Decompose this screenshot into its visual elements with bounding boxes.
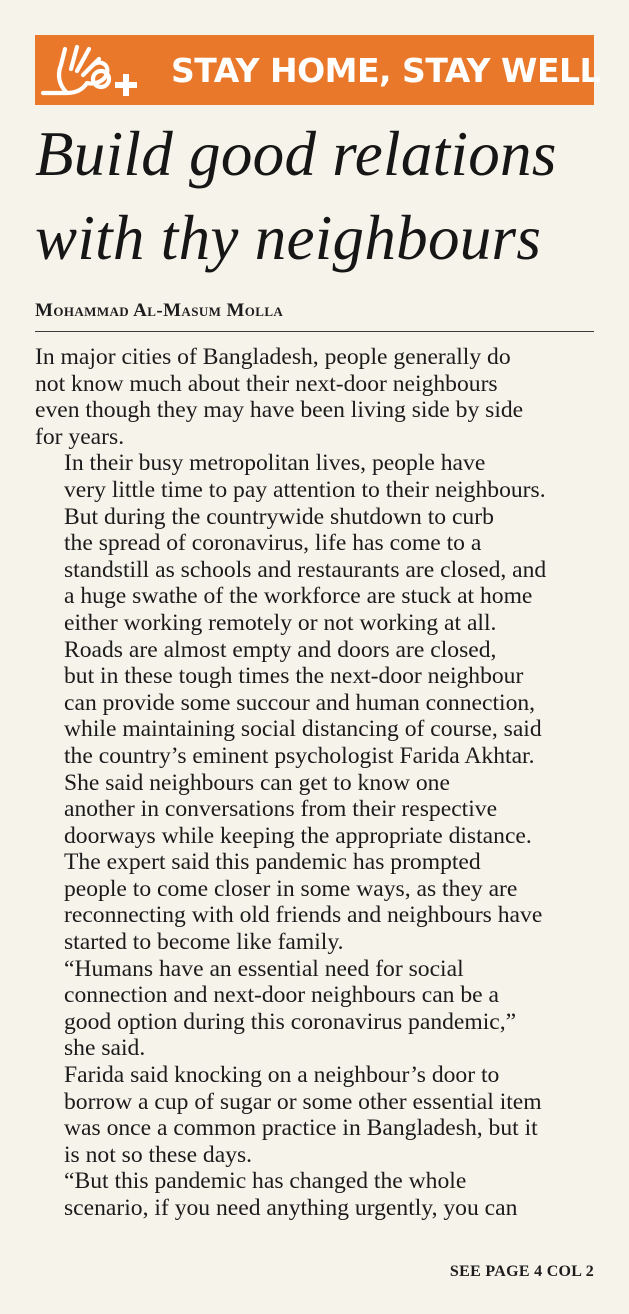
text-line: She said neighbours can get to know one <box>64 769 450 796</box>
paragraph <box>35 637 595 770</box>
text-line: the spread of coronavirus, life has come to a <box>64 530 482 557</box>
text-line: scenario, if you need anything urgently, you can <box>64 1195 518 1221</box>
text-line: The expert said this pandemic has prompted <box>64 849 481 876</box>
paragraph <box>35 770 595 850</box>
text-line: a huge swathe of the workforce are stuck at home <box>64 583 533 610</box>
text-line: for years. <box>35 423 125 450</box>
headline-line: Build good relations <box>35 119 557 189</box>
paragraph <box>35 504 595 637</box>
text-line: reconnecting with old friends and neighbours have <box>64 902 543 929</box>
text-line: “But this pandemic has changed the whole <box>64 1168 467 1195</box>
paragraph <box>35 1168 595 1221</box>
text-line: In major cities of Bangladesh, people generally do <box>35 344 511 370</box>
text-line: can provide some succour and human connection, <box>64 689 536 716</box>
paragraph <box>35 450 595 503</box>
continuation-jump: SEE PAGE 4 COL 2 <box>449 1263 594 1280</box>
paragraph <box>35 1062 595 1168</box>
headline <box>35 112 615 280</box>
text-line: started to become like family. <box>64 929 344 956</box>
paragraph <box>35 956 595 1062</box>
section-banner <box>35 35 601 105</box>
paragraph <box>35 849 595 955</box>
text-line: was once a common practice in Bangladesh, but it <box>64 1115 538 1142</box>
text-line: another in conversations from their respective <box>64 796 498 823</box>
text-line: doorways while keeping the appropriate distance. <box>64 822 532 849</box>
text-line: In their busy metropolitan lives, people have <box>64 450 486 477</box>
paragraph <box>35 344 595 450</box>
text-line: while maintaining social distancing of course, said <box>64 716 542 743</box>
text-line: even though they may have been living side by side <box>35 397 524 424</box>
text-line: Farida said knocking on a neighbour’s door to <box>64 1062 500 1089</box>
headline-line: with thy neighbours <box>35 203 542 273</box>
text-line: Roads are almost empty and doors are closed, <box>64 636 497 663</box>
text-line: “Humans have an essential need for social <box>64 955 464 982</box>
text-line: But during the countrywide shutdown to curb <box>64 503 494 530</box>
text-line: good option during this coronavirus pandemic,” <box>64 1008 517 1035</box>
text-line: standstill as schools and restaurants are closed, and <box>64 556 547 583</box>
text-line: either working remotely or not working at all. <box>64 609 497 636</box>
text-line: connection and next-door neighbours can be a <box>64 982 500 1009</box>
text-line: not know much about their next-door neighbours <box>35 370 498 397</box>
article-body <box>35 344 595 1222</box>
text-line: borrow a cup of sugar or some other essential item <box>64 1088 542 1115</box>
byline: Mohammad Al-Masum Molla <box>35 300 284 321</box>
text-line: she said. <box>64 1035 146 1062</box>
ok-hand-plus-icon <box>37 39 165 101</box>
divider <box>35 331 594 332</box>
text-line: very little time to pay attention to their neighbours. <box>64 476 546 503</box>
text-line: people to come closer in some ways, as they are <box>64 875 518 902</box>
text-line: the country’s eminent psychologist Farida Akhtar. <box>64 742 535 769</box>
text-line: is not so these days. <box>64 1141 253 1168</box>
text-line: but in these tough times the next-door neighbour <box>64 663 524 690</box>
banner-title: STAY HOME, STAY WELL <box>171 51 601 90</box>
